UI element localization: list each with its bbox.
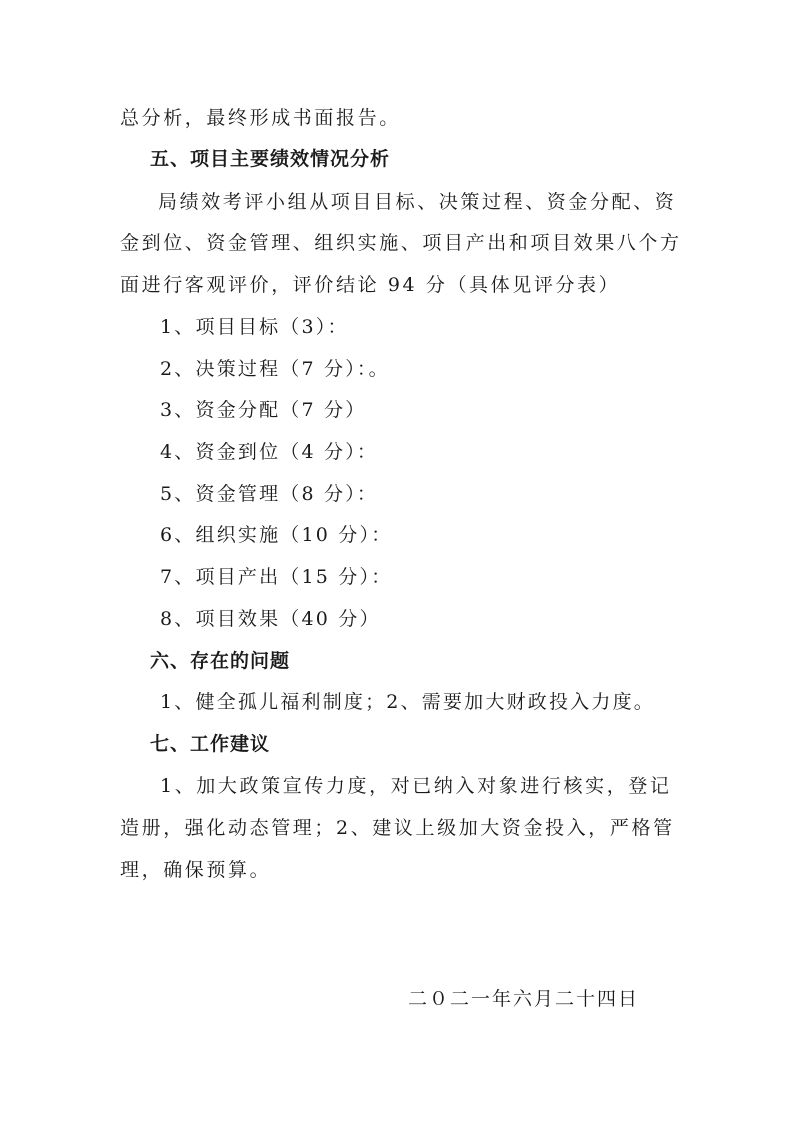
document-date: 二０二一年六月二十四日	[408, 988, 640, 1010]
section-5-item-6: 6、组织实施（10 分）：	[160, 524, 393, 546]
section-5-paragraph-line-2: 金到位、资金管理、组织实施、项目产出和项目效果八个方	[120, 232, 682, 254]
section-6-paragraph: 1、健全孤儿福利制度；2、需要加大财政投入力度。	[160, 691, 655, 713]
section-7-paragraph-line-1: 1、加大政策宣传力度，对已纳入对象进行核实，登记	[160, 775, 672, 797]
section-5-item-1: 1、项目目标（3）：	[160, 316, 349, 338]
section-5-paragraph-line-1: 局绩效考评小组从项目目标、决策过程、资金分配、资	[158, 191, 677, 213]
section-5-paragraph-line-3: 面进行客观评价，评价结论 94 分（具体见评分表）	[120, 274, 621, 296]
intro-line: 总分析，最终形成书面报告。	[120, 107, 401, 129]
section-6-heading: 六、存在的问题	[150, 650, 291, 672]
section-5-item-2: 2、决策过程（7 分）：。	[160, 358, 390, 380]
section-7-paragraph-line-2: 造册，强化动态管理；2、建议上级加大资金投入，严格管	[120, 817, 675, 839]
section-5-heading: 五、项目主要绩效情况分析	[150, 148, 391, 170]
section-5-item-8: 8、项目效果（40 分）	[160, 608, 381, 630]
section-5-item-4: 4、资金到位（4 分）：	[160, 441, 379, 463]
section-5-item-3: 3、资金分配（7 分）	[160, 399, 367, 421]
section-5-item-5: 5、资金管理（8 分）：	[160, 483, 379, 505]
section-7-heading: 七、工作建议	[150, 733, 271, 755]
section-5-item-7: 7、项目产出（15 分）：	[160, 566, 393, 588]
section-7-paragraph-line-3: 理，确保预算。	[120, 859, 272, 881]
